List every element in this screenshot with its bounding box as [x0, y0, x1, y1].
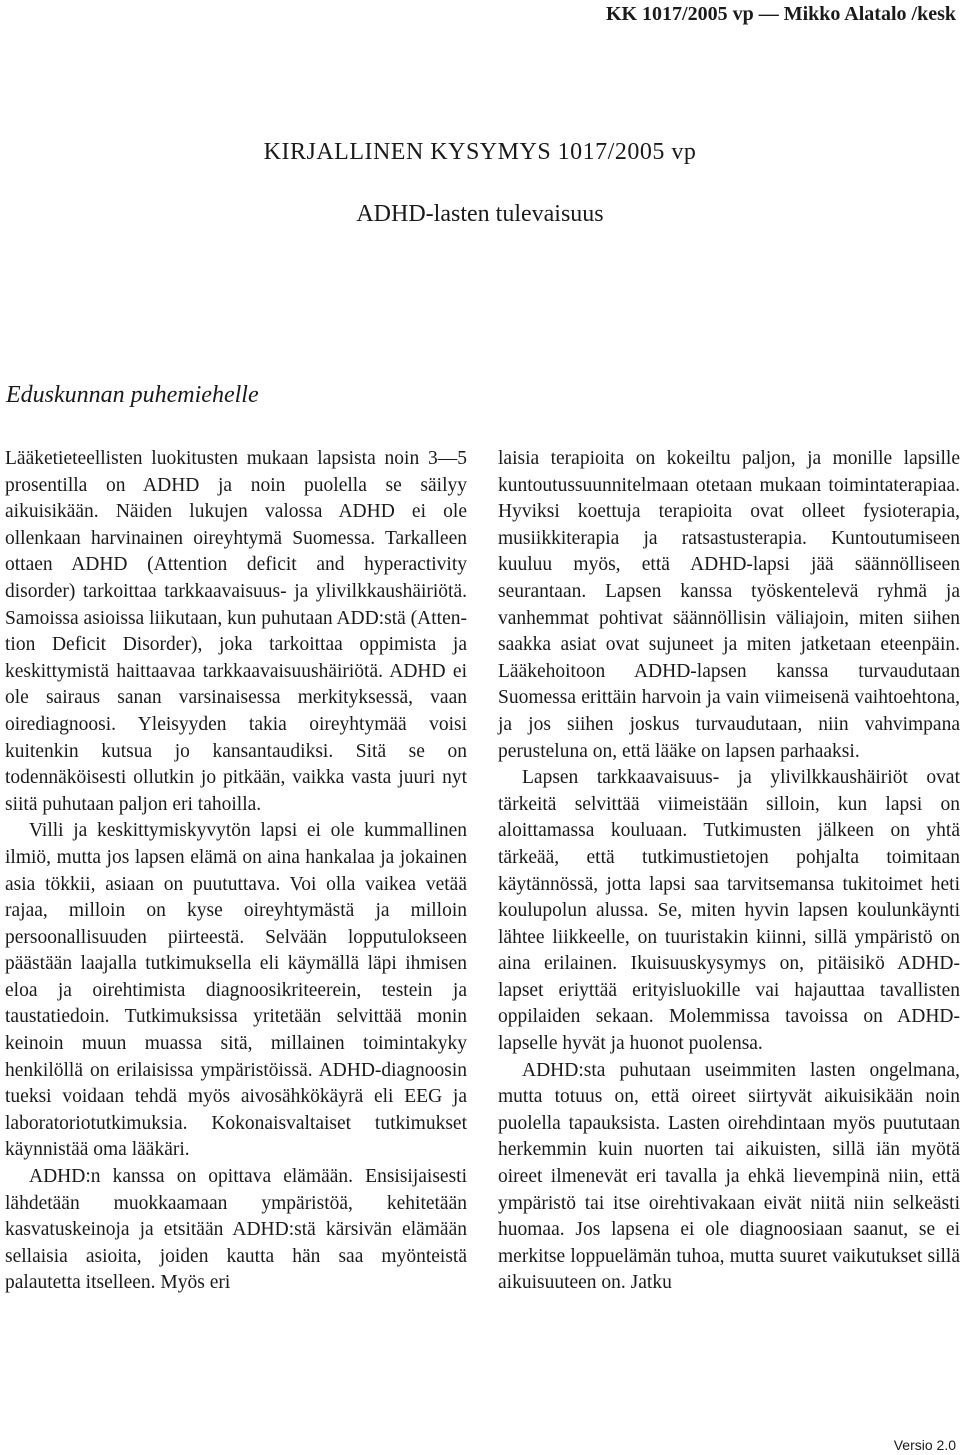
left-column: [5, 446, 467, 1297]
paragraph: ADHD:sta puhutaan useimmiten lasten ongelmana, mutta totuus on, että oireet siirtyvät aikuisikään noin puolella tapauksista. Lasten oirehdintaan myös puututaan herkemmin kuin nuorten tai aikuisten, sillä iän myötä oireet ilmenevät eri tavalla ja ehkä lievempinä niin, että ympäristö tai itse oirehtivakaan eivät niitä niin selkeästi huomaa. Jos lapsena ei ole diagnoosiaan saanut, se ei merkitse loppuelämän tuhoa, mutta suuret vaikutukset sillä aikuisuuteen on. Jatku: [498, 1059, 960, 1294]
document-header: KK 1017/2005 vp — Mikko Alatalo /kesk: [605, 3, 956, 25]
document-subtitle: ADHD-lasten tulevaisuus: [356, 201, 604, 227]
paragraph: ADHD:n kanssa on opittava elämään. Ensisijaisesti lähdetään muokkaamaan ympäristöä, kehitetään kasvatuskeinoja ja etsitään ADHD:stä kärsivän elämään sellaisia asioita, joiden kautta hän saa myönteistä palautetta itselleen. Myös eri: [5, 1166, 467, 1294]
document-title: KIRJALLINEN KYSYMYS 1017/2005 vp: [263, 139, 697, 165]
paragraph: Lääketieteellisten luokitusten mukaan lapsista noin 3—5 prosentilla on ADHD ja noin puolella se säilyy aikuisikään. Näiden lukujen valossa ADHD ei ole ollenkaan harvinainen oireyhtymä Suomessa. Tarkalleen ottaen ADHD (Attention deficit and hyperactivity disorder) tarkoittaa tarkkaavaisuus- ja ylivilkkaushäiriötä. Samoissa asioissa liikutaan, kun puhutaan ADD:stä (Attention Deficit Disorder), joka tarkoittaa oppimista ja keskittymistä haittaavaa tarkkaavaisuushäiriötä. ADHD ei ole sairaus sanan varsinaisessa merkityksessä, vaan oirediagnoosi. Yleisyyden takia oireyhtymää voisi kuitenkin kutsua jo kansantaudiksi. Sitä se on todennäköisesti ollutkin jo pitkään, vaikka vasta juuri nyt siitä puhutaan paljon eri tahoilla.: [5, 448, 467, 815]
paragraph: Villi ja keskittymiskyvytön lapsi ei ole kummallinen ilmiö, mutta jos lapsen elämä on aina hankalaa ja jokainen asia tökkii, asiaan on puututtava. Voi olla vaikea vetää rajaa, milloin on kyse oireyhtymästä ja milloin persoonallisuuden piirteestä. Selvään lopputulokseen päästään laajalla tutkimuksella eli käymällä läpi ihmisen eloa ja oirehtimista diagnoosikriteerein, testein ja taustatiedoin. Tutkimuksissa yritetään selvittää monin keinoin muun muassa sitä, millainen toimintakyky henkilöllä on erilaisissa ympäristöissä. ADHD-diagnoosin tueksi voidaan tehdä myös aivosähkökäyrä eli EEG ja laboratoriotutkimuksia. Kokonaisvaltaiset tutkimukset käynnistää oma lääkäri.: [5, 820, 467, 1161]
version-label: Versio 2.0: [893, 1437, 956, 1453]
paragraph: laisia terapioita on kokeiltu paljon, ja monille lapsille kuntoutussuunnitelmaan otetaan mukaan toimintaterapiaa. Hyviksi koettuja terapioita ovat olleet fysioterapia, musiikkiterapia ja ratsastusterapia. Kuntoutumiseen kuuluu myös, että ADHD-lapsi jää säännölliseen seurantaan. Lapsen kanssa työskentelevä ryhmä ja vanhemmat pohtivat säännöllisin väliajoin, miten siihen saakka asiat ovat sujuneet ja miten jatketaan eteenpäin. Lääkehoitoon ADHD-lapsen kanssa turvaudutaan Suomessa erittäin harvoin ja vain viimeisenä vaihtoehtona, ja jos siihen joskus turvaudutaan, niin vahvimpana perusteluna on, että lääke on lapsen parhaaksi.: [498, 448, 960, 762]
right-column: [498, 446, 960, 1297]
paragraph: Lapsen tarkkaavaisuus- ja ylivilkkaushäiriöt ovat tärkeitä selvittää viimeistään silloin, kun lapsi on aloittamassa kouluaan. Tutkimusten jälkeen on yhtä tärkeää, että tutkimustietojen pohjalta toimitaan käytännössä, jotta lapsi saa tarvitsemansa tukitoimet heti koulupolun alussa. Se, miten hyvin lapsen koulunkäynti lähtee liikkeelle, on tuuristakin kiinni, sillä ympäristö on aina erilainen. Ikuisuuskysymys on, pitäisikö ADHD-lapset eriyttää erityisluokille vai hajauttaa tavallisten oppilaiden sekaan. Molemmissa tavoissa on ADHD-lapselle hyvät ja huonot puolensa.: [498, 767, 960, 1055]
salutation: Eduskunnan puhemiehelle: [6, 382, 259, 408]
